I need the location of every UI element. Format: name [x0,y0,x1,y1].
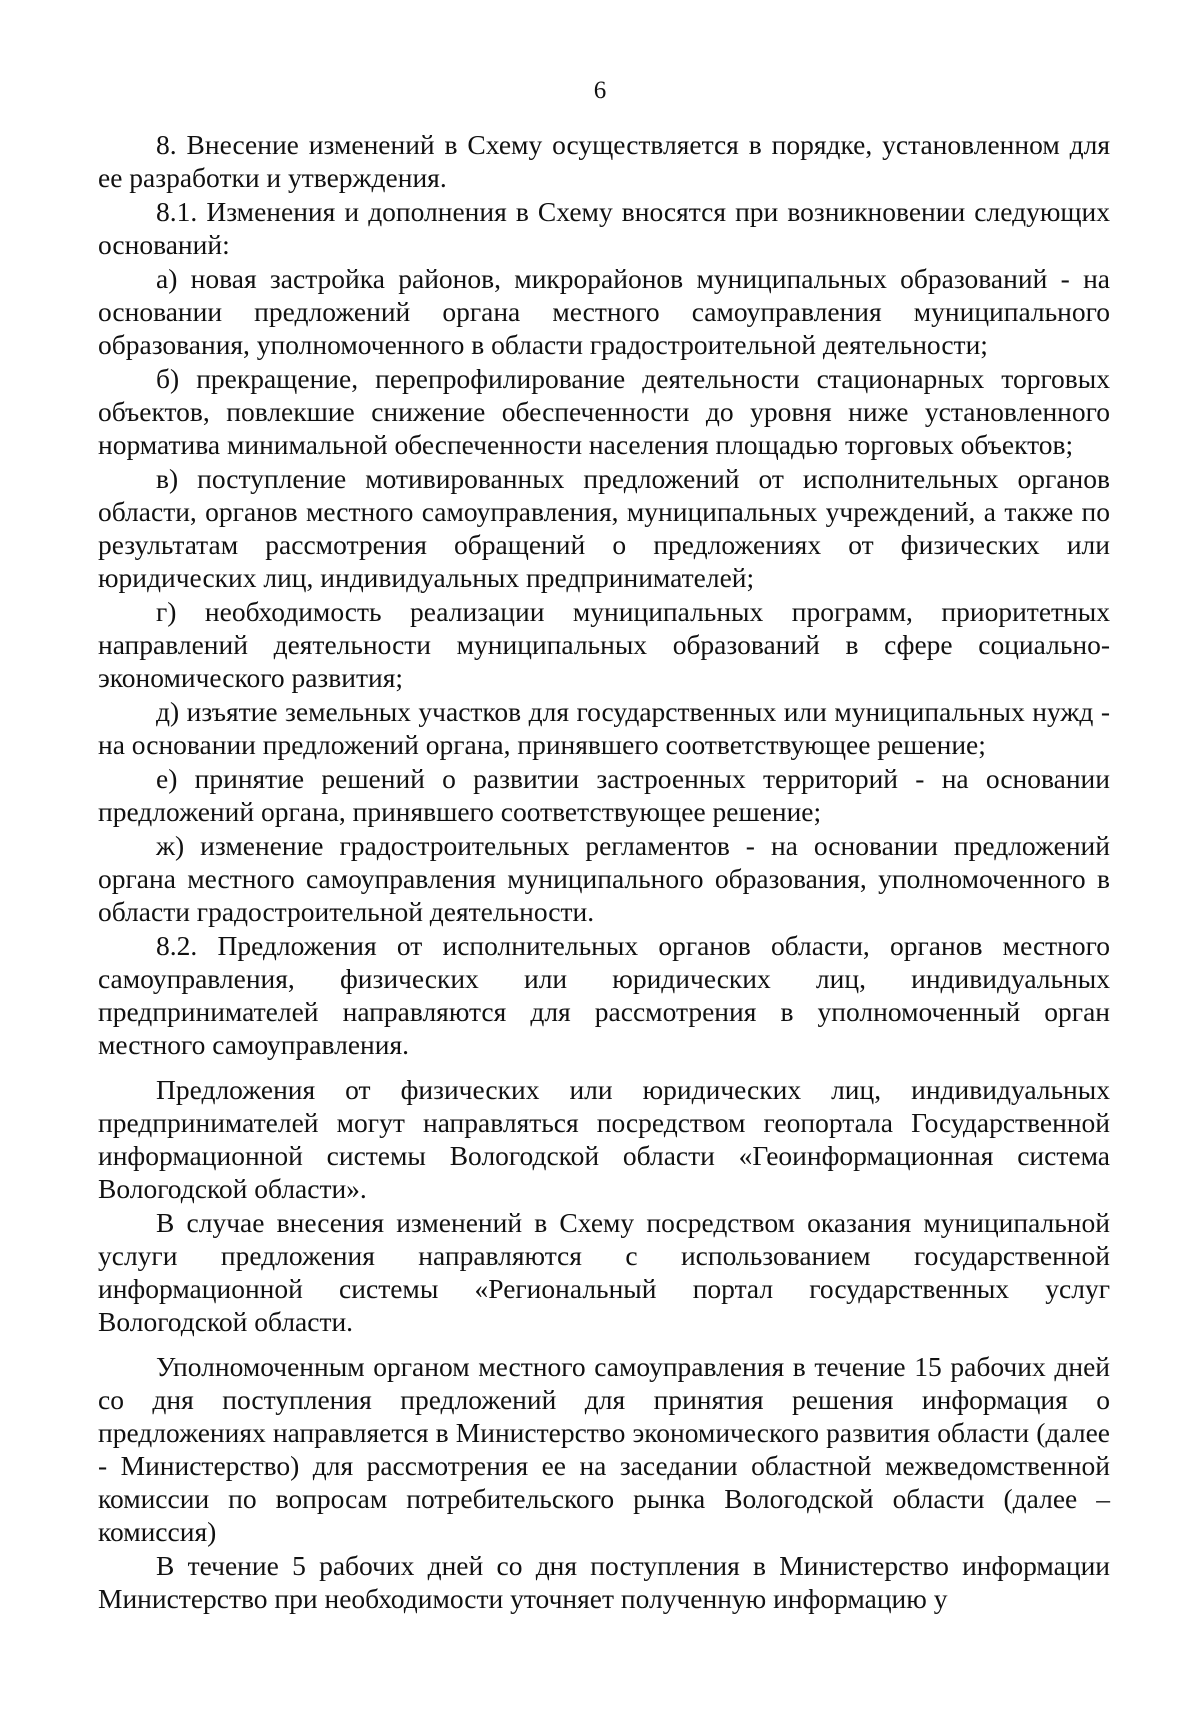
paragraph-ministry-referral: Уполномоченным органом местного самоуправления в течение 15 рабочих дней со дня поступления предложений для принятия решения информация о предложениях направляется в Министерство экономического развития области (далее - Министерство) для рассмотрения ее на заседании областной межведомственной комиссии по вопросам потребительского рынка Вологодской области (далее – комиссия) [98,1351,1110,1547]
list-item-zh: ж) изменение градостроительных регламентов - на основании предложений органа местного самоуправления муниципального образования, уполномоченного в области градостроительной деятельности. [98,830,1110,927]
paragraph-municipal-service: В случае внесения изменений в Схему посредством оказания муниципальной услуги предложения направляются с использованием государственной информационной системы «Региональный портал государственных услуг Вологодской области. [98,1207,1110,1337]
paragraph-ministry-review: В течение 5 рабочих дней со дня поступления в Министерство информации Министерство при необходимости уточняет полученную информацию у [98,1550,1110,1614]
paragraph-8-1: 8.1. Изменения и дополнения в Схему вносятся при возникновении следующих оснований: [98,196,1110,260]
page-number: 6 [593,77,607,104]
list-item-a: а) новая застройка районов, микрорайонов муниципальных образований - на основании предложений органа местного самоуправления муниципального образования, уполномоченного в области градостроительной деятельности; [98,263,1110,360]
document-body [98,128,1110,1616]
list-item-g: г) необходимость реализации муниципальных программ, приоритетных направлений деятельности муниципальных образований в сфере социально-экономического развития; [98,596,1110,693]
paragraph-8-2: 8.2. Предложения от исполнительных органов области, органов местного самоуправления, физических или юридических лиц, индивидуальных предпринимателей направляются для рассмотрения в уполномоченный орган местного самоуправления. [98,930,1110,1060]
list-item-b: б) прекращение, перепрофилирование деятельности стационарных торговых объектов, повлекшие снижение обеспеченности до уровня ниже установленного норматива минимальной обеспеченности населения площадью торговых объектов; [98,363,1110,460]
paragraph-8: 8. Внесение изменений в Схему осуществляется в порядке, установленном для ее разработки и утверждения. [98,129,1110,193]
list-item-d: д) изъятие земельных участков для государственных или муниципальных нужд - на основании предложений органа, принявшего соответствующее решение; [98,696,1110,760]
list-item-v: в) поступление мотивированных предложений от исполнительных органов области, органов местного самоуправления, муниципальных учреждений, а также по результатам рассмотрения обращений о предложениях от физических или юридических лиц, индивидуальных предпринимателей; [98,463,1110,593]
list-item-e: е) принятие решений о развитии застроенных территорий - на основании предложений органа, принявшего соответствующее решение; [98,763,1110,827]
paragraph-geoportal: Предложения от физических или юридических лиц, индивидуальных предпринимателей могут направляться посредством геопортала Государственной информационной системы Вологодской области «Геоинформационная система Вологодской области». [98,1074,1110,1204]
